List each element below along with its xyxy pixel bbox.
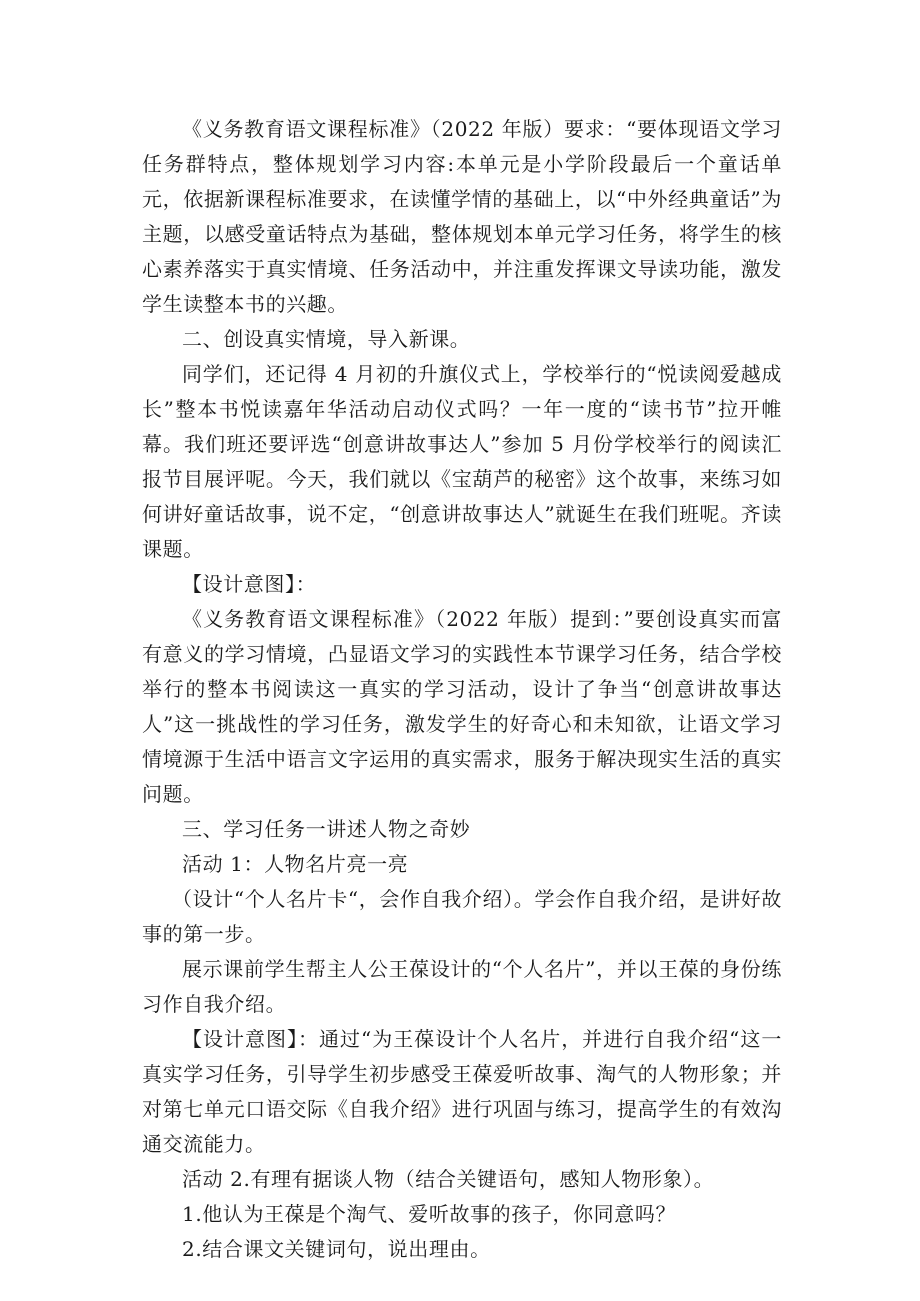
question-two: 2.结合课文关键词句，说出理由。 — [182, 1237, 491, 1261]
design-intent-label: 【设计意图】： — [182, 572, 317, 596]
paragraph-show-card: 展示课前学生帮主人公王葆设计的“个人名片”，并以王葆的身份练习作自我介绍。 — [142, 957, 782, 1016]
paragraph-curriculum-requirement: 《义务教育语文课程标准》（2022 年版）要求：“要体现语文学习任务群特点，整体规划学习内容:本单元是小学阶段最后一个童话单元，依据新课程标准要求，在读懂学情的基础上，以“中外经典童话”为主题，以感受童话特点为基础，整体规划本单元学习任务，将学生的核心素养落实于真实情境、任务活动中，并注重发挥课文导读功能，激发学生读整本书的兴趣。 — [142, 117, 782, 316]
question-one: 1.他认为王葆是个淘气、爱听故事的孩子，你同意吗？ — [182, 1202, 677, 1226]
paragraph-design-intent-situation: 《义务教育语文课程标准》（2022 年版）提到：”要创设真实而富有意义的学习情境，凸显语文学习的实践性本节课学习任务，结合学校举行的整本书阅读这一真实的学习活动，设计了争当“创意讲故事达人”这一挑战性的学习任务，激发学生的好奇心和未知欲，让语文学习情境源于生活中语言文字运用的真实需求，服务于解决现实生活的真实问题。 — [142, 607, 782, 806]
activity-one-heading: 活动 1：人物名片亮一亮 — [182, 852, 409, 876]
document-body — [142, 112, 782, 1267]
paragraph-business-card: （设计“个人名片卡“，会作自我介绍）。学会作自我介绍，是讲好故事的第一步。 — [142, 887, 782, 946]
paragraph-design-intent-card: 【设计意图】：通过“为王葆设计个人名片，并进行自我介绍“这一真实学习任务，引导学生初步感受王葆爱听故事、淘气的人物形象；并对第七单元口语交际《自我介绍》进行巩固与练习，提高学生的有效沟通交流能力。 — [142, 1027, 782, 1156]
section-heading-create-situation: 二、创设真实情境，导入新课。 — [182, 327, 471, 351]
paragraph-intro-story: 同学们，还记得 4 月初的升旗仪式上，学校举行的“悦读阅爱越成长”整本书悦读嘉年华活动启动仪式吗？一年一度的“读书节”拉开帷幕。我们班还要评选“创意讲故事达人”参加 5 月份学校举行的阅读汇报节目展评呢。今天，我们就以《宝葫芦的秘密》这个故事，来练习如何讲好童话故事，说不定，“创意讲故事达人”就诞生在我们班呢。齐读课题。 — [142, 362, 782, 561]
activity-two-heading: 活动 2.有理有据谈人物（结合关键语句，感知人物形象）。 — [182, 1167, 715, 1191]
section-heading-task-one: 三、学习任务一讲述人物之奇妙 — [182, 817, 471, 841]
